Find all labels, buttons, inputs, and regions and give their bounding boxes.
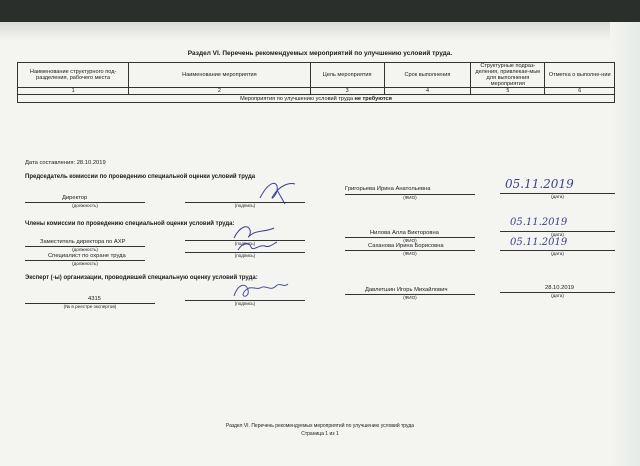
member-name-cap: (ФИО) xyxy=(403,238,417,243)
chairman-date-cap: (дата) xyxy=(551,194,564,199)
chairman-heading: Председатель комиссии по проведению специальной оценки условий труда xyxy=(25,174,256,180)
header-cell: Цель мероприятия xyxy=(310,63,384,88)
date-line: Дата составления: 28.10.2019 xyxy=(25,160,106,166)
member-date-handwritten: 05.11.2019 xyxy=(510,217,568,228)
chairman-position-cap: (должность) xyxy=(72,203,98,208)
note-cell xyxy=(18,95,615,103)
members-heading: Члены комиссии по проведению специальной оценки условий труда: xyxy=(25,221,235,227)
footer-page-number: Страница 1 из 1 xyxy=(301,431,339,437)
member-date-handwritten: 05.11.2019 xyxy=(510,237,568,248)
column-number: 4 xyxy=(384,88,471,95)
table-number-row xyxy=(18,88,615,95)
table-header-row xyxy=(18,63,615,88)
member-position: Заместитель директора по АХР xyxy=(40,239,126,245)
chairman-signature-cap: (подпись) xyxy=(234,203,256,208)
member-name: Саханова Ирина Борисовна xyxy=(368,243,444,249)
expert-signature-cap: (подпись) xyxy=(234,301,256,306)
member-signature-cap: (подпись) xyxy=(234,253,256,258)
chairman-name: Григорьева Ирина Анатольевна xyxy=(345,186,431,192)
note-bold: не требуются xyxy=(354,95,392,102)
member-name-cap: (ФИО) xyxy=(403,251,417,256)
member-position-cap: (должность) xyxy=(72,247,98,252)
column-number: 2 xyxy=(129,88,310,95)
measures-table xyxy=(17,62,615,103)
expert-heading: Эксперт (-ы) организации, проводившей специальную оценку условий труда: xyxy=(25,275,258,281)
column-number: 1 xyxy=(18,88,129,95)
section-title: Раздел VI. Перечень рекомендуемых мероприятий по улучшению условий труда. xyxy=(187,50,453,57)
expert-date: 28.10.2019 xyxy=(545,285,575,291)
member-date-cap: (дата) xyxy=(551,251,564,256)
member-name: Нилова Алла Викторовна xyxy=(370,230,439,236)
table-note-row xyxy=(18,95,615,103)
header-cell: Срок выполнения xyxy=(384,63,471,88)
member-position-cap: (должность) xyxy=(72,261,98,266)
expert-number-cap: (№ в реестре экспертов) xyxy=(63,304,117,309)
member-date-cap: (дата) xyxy=(551,232,564,237)
expert-date-cap: (дата) xyxy=(551,293,564,298)
expert-name-cap: (ФИО) xyxy=(403,295,417,300)
footer-section-title: Раздел VI. Перечень рекомендуемых мероприятий по улучшению условий труда xyxy=(225,423,415,429)
expert-signature xyxy=(230,278,290,302)
chairman-name-cap: (ФИО) xyxy=(403,195,417,200)
column-number: 6 xyxy=(545,88,615,95)
member-signature-cap: (подпись) xyxy=(234,241,256,246)
expert-number: 4315 xyxy=(88,296,101,302)
header-cell: Наименование структурного под-разделения, рабочего места xyxy=(18,63,129,88)
column-number: 3 xyxy=(310,88,384,95)
column-number: 5 xyxy=(471,88,545,95)
chairman-position: Директор xyxy=(62,195,88,201)
note-text: Мероприятия по улучшению условий труда xyxy=(240,95,355,102)
member-position: Специалист по охране труда xyxy=(48,253,126,259)
header-cell: Структурные подраз-деления, привлекае-мые для выполнения мероприятия xyxy=(471,63,545,88)
header-cell: Наименование мероприятия xyxy=(129,63,310,88)
chairman-date-handwritten: 05.11.2019 xyxy=(505,177,574,191)
header-cell: Отметка о выполне-нии xyxy=(545,63,615,88)
expert-name: Давлетшин Игорь Михайлович xyxy=(365,287,448,293)
